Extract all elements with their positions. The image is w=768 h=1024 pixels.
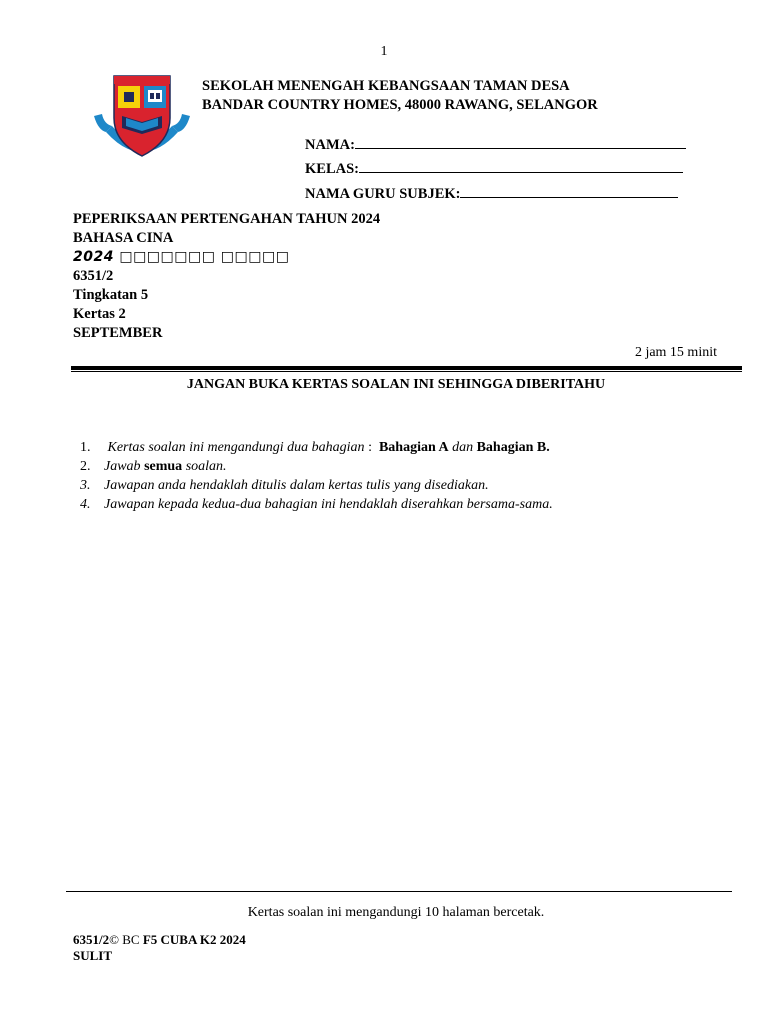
page-count-note: Kertas soalan ini mengandungi 10 halaman bercetak. [247,905,545,920]
exam-paper: Kertas 2 [73,306,126,322]
paper-code: 6351/2© BC F5 CUBA K2 2024 [73,932,246,947]
exam-month: SEPTEMBER [73,325,163,341]
instruction-item: 1. Kertas soalan ini mengandungi dua bahagian : Bahagian A dan Bahagian B. [80,440,550,455]
name-field[interactable] [305,136,686,154]
exam-subject: BAHASA CINA [73,230,174,246]
exam-title: PEPERIKSAAN PERTENGAHAN TAHUN 2024 [73,211,381,227]
name-label: NAMA: [305,137,355,153]
exam-chinese-title [73,248,380,267]
divider-thick [71,366,742,370]
exam-info [73,210,380,343]
footer-divider [66,891,732,892]
exam-code: 6351/2 [73,268,114,284]
school-header [202,77,598,115]
instruction-item: 3. Jawapan anda hendaklah ditulis dalam kertas tulis yang disediakan. [80,478,489,493]
teacher-field[interactable] [305,185,678,203]
teacher-label: NAMA GURU SUBJEK: [305,186,461,202]
exam-form: Tingkatan 5 [73,287,149,303]
instruction-item: 2. Jawab semua soalan. [80,459,227,474]
school-crest-logo [92,72,192,168]
school-address: BANDAR COUNTRY HOMES, 48000 RAWANG, SELANGOR [202,97,598,113]
exam-duration: 2 jam 15 minit [634,345,717,360]
teacher-blank[interactable] [460,185,678,198]
warning-notice: JANGAN BUKA KERTAS SOALAN INI SEHINGGA DIBERITAHU [186,377,606,392]
instruction-item: 4. Jawapan kepada kedua-dua bahagian ini hendaklah diserahkan bersama-sama. [80,497,553,512]
paper-code-block [73,932,246,964]
school-name: SEKOLAH MENENGAH KEBANGSAAN TAMAN DESA [202,78,570,94]
instructions-list [80,438,553,514]
page-number: 1 [380,44,388,59]
class-field[interactable] [305,160,683,178]
class-label: KELAS: [305,161,359,177]
name-blank[interactable] [355,136,686,149]
divider-thin [71,371,742,372]
classification-label: SULIT [73,948,113,963]
class-blank[interactable] [359,160,683,173]
exam-cn-text: □□□□□□□ □□□□□ [119,249,290,265]
exam-cn-year: 2024 [73,249,114,265]
